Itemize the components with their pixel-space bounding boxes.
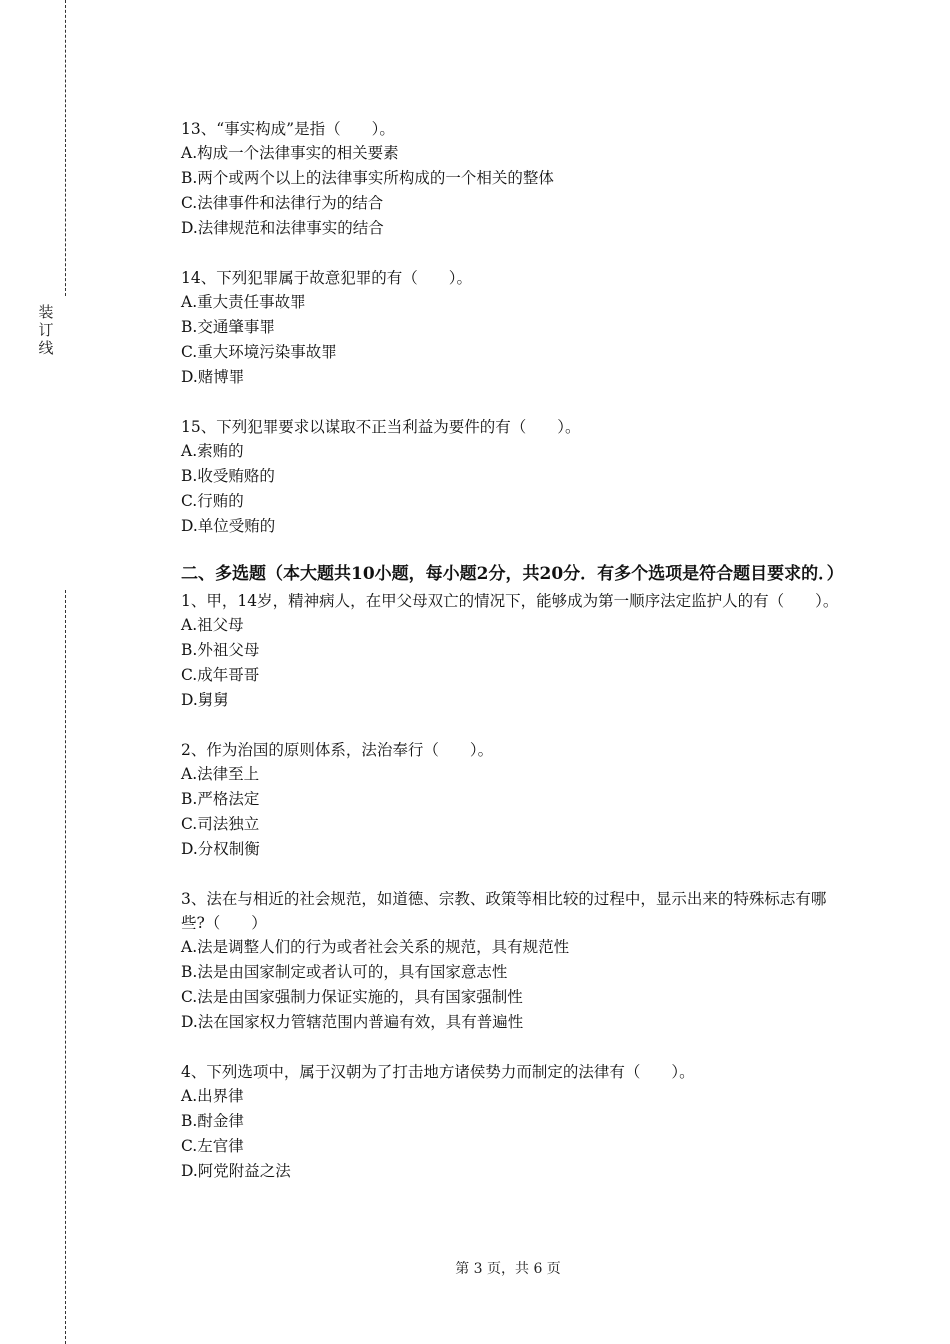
option-d: D.法律规范和法律事实的结合 (181, 219, 384, 237)
binding-line-top (65, 0, 66, 296)
page-content (181, 117, 844, 1209)
option-b: B.交通肇事罪 (181, 318, 275, 336)
question-2 (181, 738, 841, 862)
question-stem: 4、下列选项中，属于汉朝为了打击地方诸侯势力而制定的法律有（ ）。 (181, 1063, 695, 1081)
option-a: A.祖父母 (181, 616, 244, 634)
question-14 (181, 266, 841, 390)
question-stem: 3、法在与相近的社会规范，如道德、宗教、政策等相比较的过程中，显示出来的特殊标志有哪些?（ ） (181, 890, 827, 932)
option-d: D.阿党附益之法 (181, 1162, 291, 1180)
option-b: B.法是由国家制定或者认可的，具有国家意志性 (181, 963, 508, 981)
option-d: D.单位受贿的 (181, 517, 276, 535)
option-d: D.赌博罪 (181, 368, 245, 386)
option-a: A.出界律 (181, 1087, 244, 1105)
question-15 (181, 415, 841, 539)
binding-label (37, 303, 55, 357)
option-a: A.构成一个法律事实的相关要素 (181, 144, 399, 162)
binding-line-bottom (65, 590, 66, 1344)
page-number: 第 3 页，共 6 页 (455, 1261, 561, 1277)
option-a: A.法是调整人们的行为或者社会关系的规范，具有规范性 (181, 938, 570, 956)
option-b: B.严格法定 (181, 790, 260, 808)
option-b: B.两个或两个以上的法律事实所构成的一个相关的整体 (181, 169, 554, 187)
question-stem: 15、下列犯罪要求以谋取不正当利益为要件的有（ ）。 (181, 418, 581, 436)
question-stem: 1、甲，14岁，精神病人，在甲父母双亡的情况下，能够成为第一顺序法定监护人的有（ ）。 (181, 592, 839, 610)
option-a: A.索贿的 (181, 442, 244, 460)
question-3 (181, 887, 841, 1035)
question-13 (181, 117, 841, 241)
option-d: D.舅舅 (181, 691, 229, 709)
option-a: A.法律至上 (181, 765, 260, 783)
option-b: B.酎金律 (181, 1112, 244, 1130)
option-a: A.重大责任事故罪 (181, 293, 306, 311)
binding-char: 线 (38, 339, 54, 357)
question-stem: 14、下列犯罪属于故意犯罪的有（ ）。 (181, 269, 472, 287)
option-c: C.成年哥哥 (181, 666, 260, 684)
option-c: C.法律事件和法律行为的结合 (181, 194, 384, 212)
option-c: C.左官律 (181, 1137, 244, 1155)
option-c: C.司法独立 (181, 815, 260, 833)
option-b: B.外祖父母 (181, 641, 260, 659)
section-heading: 二、多选题（本大题共10小题，每小题2分，共20分．有多个选项是符合题目要求的．） (181, 564, 844, 584)
binding-char: 订 (38, 321, 54, 339)
question-4 (181, 1060, 841, 1184)
option-b: B.收受贿赂的 (181, 467, 275, 485)
question-1 (181, 589, 841, 713)
question-stem: 13、“事实构成”是指（ ）。 (181, 120, 395, 138)
binding-char: 装 (38, 303, 54, 321)
option-d: D.法在国家权力管辖范围内普遍有效，具有普遍性 (181, 1013, 524, 1031)
option-c: C.行贿的 (181, 492, 244, 510)
option-c: C.法是由国家强制力保证实施的，具有国家强制性 (181, 988, 523, 1006)
question-stem: 2、作为治国的原则体系，法治奉行（ ）。 (181, 741, 494, 759)
option-c: C.重大环境污染事故罪 (181, 343, 337, 361)
option-d: D.分权制衡 (181, 840, 260, 858)
